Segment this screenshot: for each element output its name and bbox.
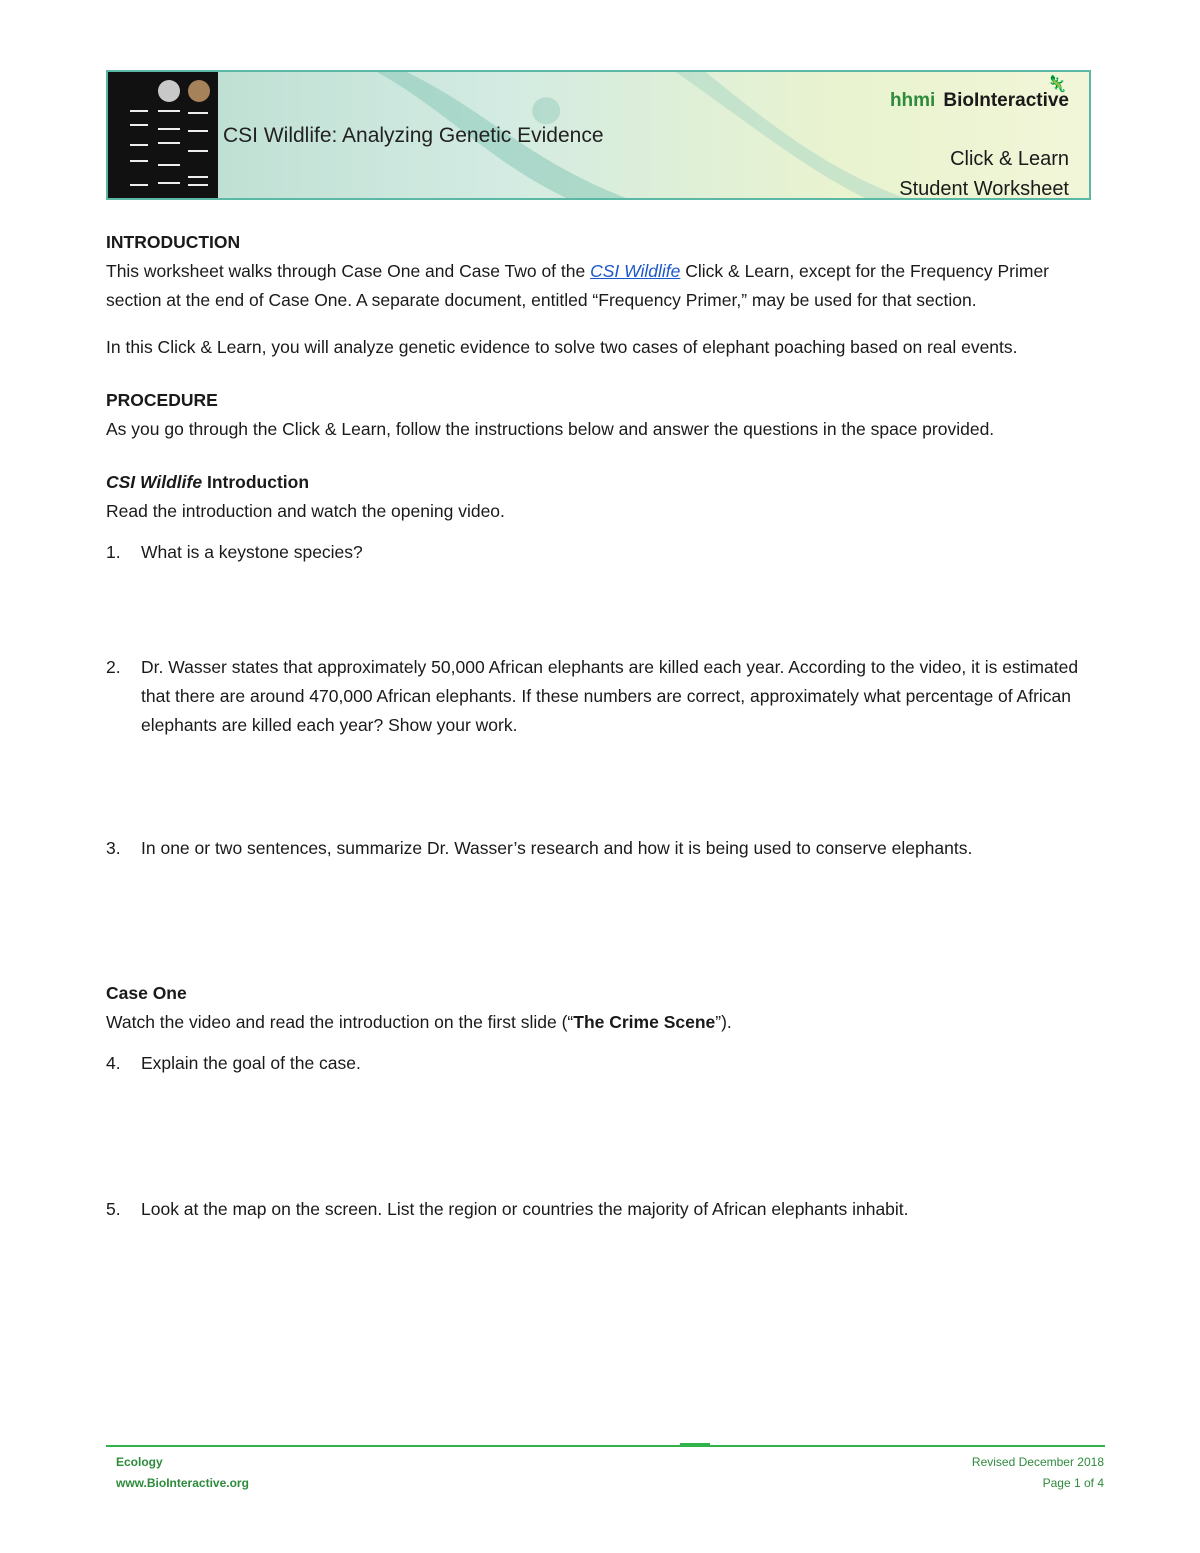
footer-divider-accent [680,1443,710,1446]
footer-left [116,1452,249,1494]
procedure-text: As you go through the Click & Learn, follow the instructions below and answer the questions in the space provided. [106,419,995,439]
intro-paragraph-2: In this Click & Learn, you will analyze genetic evidence to solve two cases of elephant poaching based on real events. [106,337,1018,357]
question-number: 1. [106,542,121,562]
question-1 [106,538,1096,567]
worksheet-type [899,144,1069,200]
worksheet-title: CSI Wildlife: Analyzing Genetic Evidence [223,124,604,147]
footer-subject: Ecology [116,1455,163,1469]
question-number: 2. [106,657,121,677]
procedure-heading: PROCEDURE [106,390,218,410]
header-banner [106,70,1091,200]
csi-intro-heading-italic: CSI Wildlife [106,472,203,492]
question-text: In one or two sentences, summarize Dr. Wasser’s research and how it is being used to conserve elephants. [141,838,973,858]
introduction-heading: INTRODUCTION [106,232,241,252]
footer-right [972,1452,1104,1494]
screenshot-thumbnail [108,72,218,198]
question-number: 5. [106,1199,121,1219]
case-one-heading: Case One [106,983,187,1003]
footer-page-number: Page 1 of 4 [1042,1476,1104,1490]
question-text: What is a keystone species? [141,542,363,562]
case-one-instr-after: ”). [715,1012,732,1032]
question-3 [106,834,1096,863]
footer-revised: Revised December 2018 [971,1455,1104,1469]
intro-text-before: This worksheet walks through Case One and Case Two of the [106,261,591,281]
worksheet-body [106,228,1096,1224]
question-text: Look at the map on the screen. List the region or countries the majority of African elephants inhabit. [141,1199,909,1219]
case-one-instr-bold: The Crime Scene [573,1012,716,1032]
footer-divider [106,1445,1105,1447]
intro-paragraph-1 [106,257,1096,315]
csi-intro-heading-rest: Introduction [202,472,310,492]
csi-wildlife-link[interactable]: CSI Wildlife [590,261,681,281]
logo-hhmi-text: hhmi [889,90,936,111]
kind-line-1: Click & Learn [950,148,1069,170]
intro-text-after: Click & Learn, except for the Frequency Primer section at the end of Case One. A separate document, entitled “Frequency Primer,” may be used for that section. [106,261,1050,310]
question-text: Dr. Wasser states that approximately 50,000 African elephants are killed each year. According to the video, it is estimated that there are around 470,000 African elephants. If these numbers are correct, approximately what percentage of African elephants are killed each year? Show your work. [141,657,1079,735]
case-one-instruction [106,1008,1096,1037]
logo-brand-text: BioInteractive [943,90,1069,111]
question-number: 4. [106,1053,121,1073]
csi-intro-heading [106,468,1096,497]
question-4 [106,1049,1096,1078]
lizard-logo-icon: 🦎 [1047,76,1067,93]
hhmi-logo [890,90,1069,112]
question-2 [106,653,1096,740]
footer-website: www.BioInteractive.org [116,1476,249,1490]
question-number: 3. [106,838,121,858]
question-text: Explain the goal of the case. [141,1053,361,1073]
csi-intro-instruction: Read the introduction and watch the opening video. [106,501,505,521]
kind-line-2: Student Worksheet [899,178,1069,200]
question-5 [106,1195,1096,1224]
case-one-instr-before: Watch the video and read the introduction on the first slide (“ [106,1012,574,1032]
